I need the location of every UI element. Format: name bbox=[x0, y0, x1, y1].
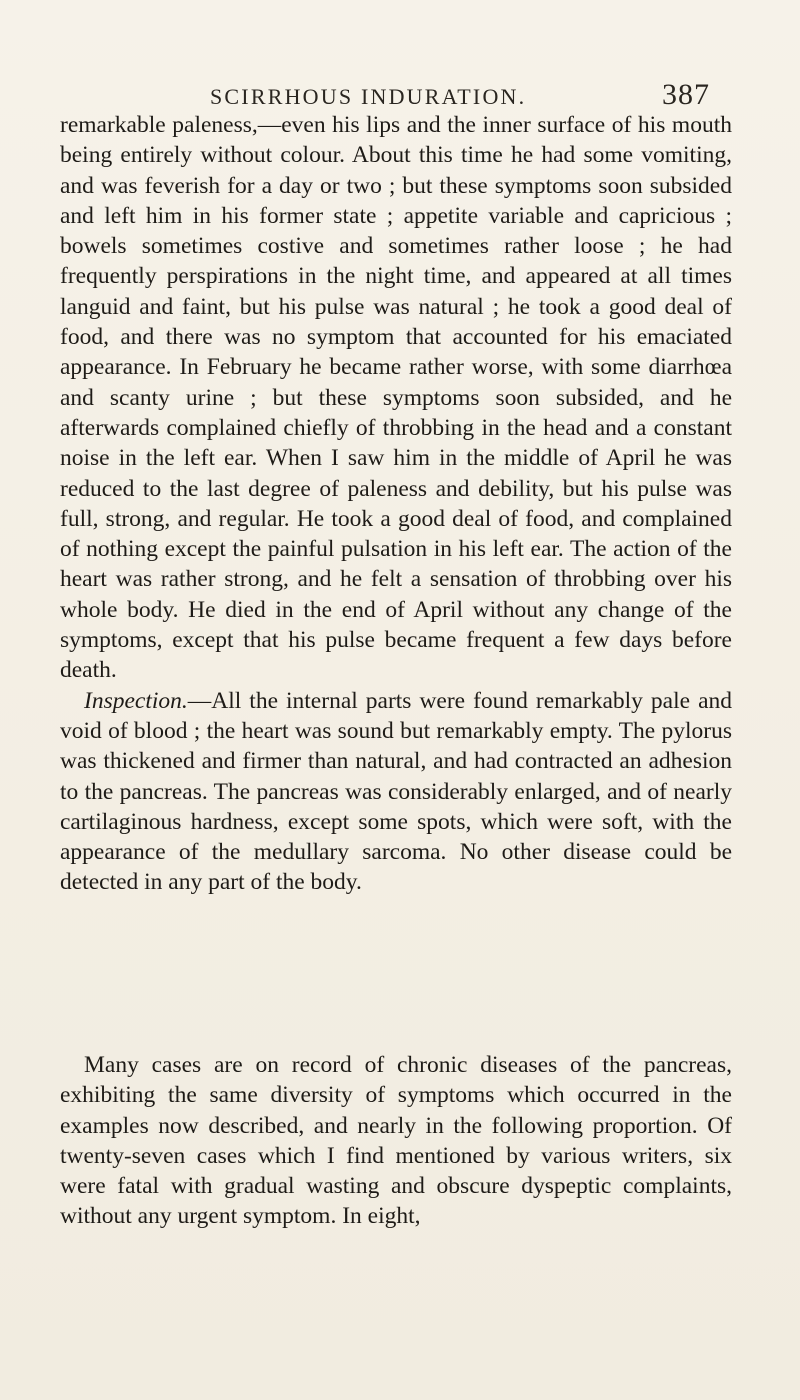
case-text-block bbox=[60, 110, 732, 898]
many-cases-paragraph bbox=[60, 1050, 732, 1232]
inspection-text: —All the internal parts were found remarkably pale and void of blood ; the heart was sound but remarkably empty. The pylorus was thickened and firmer than natural, and had contracted an adhesion to the pancreas. The pancreas was considerably enlarged, and of nearly cartilaginous hardness, except some spots, which were soft, with the appearance of the medullary sarcoma. No other disease could be detected in any part of the body. bbox=[60, 687, 732, 896]
many-cases-text: Many cases are on record of chronic diseases of the pancreas, exhibiting the same diversity of symptoms which occurred in the examples now described, and nearly in the following proportion. Of twenty-seven cases which I find mentioned by various writers, six were fatal with gradual wasting and obscure dyspeptic complaints, without any urgent symptom. In eight, bbox=[60, 1052, 732, 1230]
inspection-paragraph bbox=[60, 686, 732, 898]
inspection-label: Inspection. bbox=[84, 687, 188, 714]
running-title: SCIRRHOUS INDURATION. bbox=[210, 84, 527, 109]
discussion-text-block bbox=[60, 1050, 732, 1232]
case-continuation-paragraph: remarkable paleness,—even his lips and the inner surface of his mouth being entirely without colour. About this time he had some vomiting, and was feverish for a day or two ; but these symptoms soon subsided and left him in his former state ; appetite variable and capricious ; bowels sometimes costive and sometimes rather loose ; he had frequently perspirations in the night time, and appeared at all times languid and faint, but his pulse was natural ; he took a good deal of food, and there was no symptom that accounted for his emaciated appearance. In February he became rather worse, with some diarrhœa and scanty urine ; but these symptoms soon subsided, and he afterwards complained chiefly of throbbing in the head and a constant noise in the left ear. When I saw him in the middle of April he was reduced to the last degree of paleness and debility, but his pulse was full, strong, and regular. He took a good deal of food, and complained of nothing except the painful pulsation in his left ear. The action of the heart was rather strong, and he felt a sensation of throbbing over his whole body. He died in the end of April without any change of the symptoms, except that his pulse became frequent a few days before death. bbox=[60, 112, 732, 684]
page-number: 387 bbox=[662, 78, 710, 111]
